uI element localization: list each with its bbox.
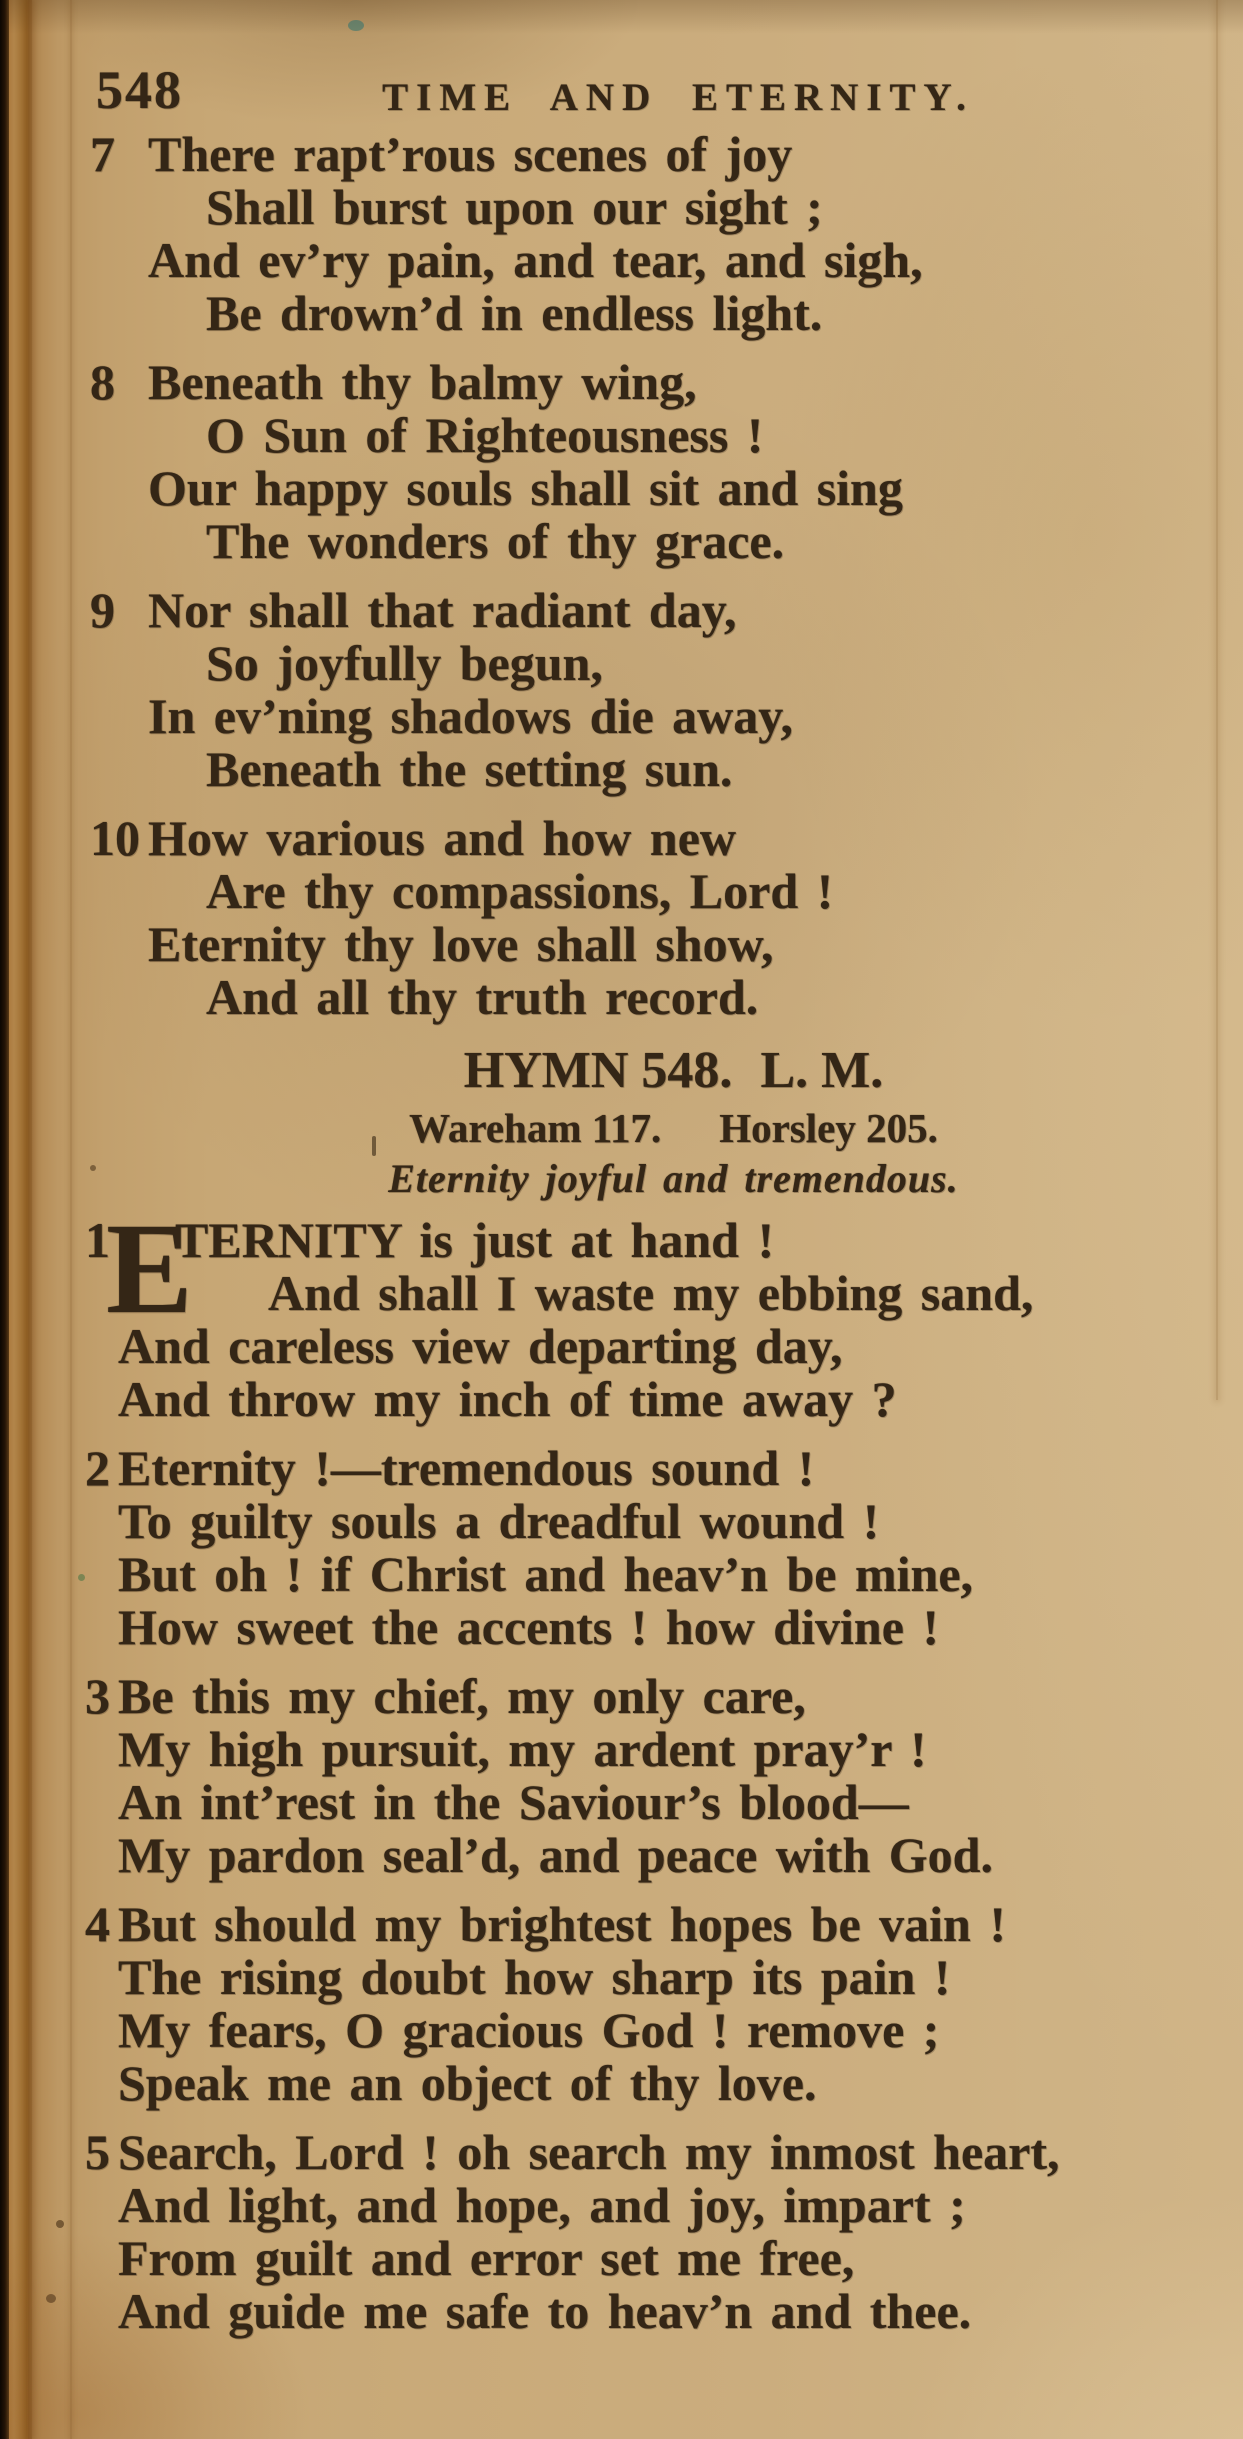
hymn-verse-4 — [85, 1896, 1207, 2111]
drop-cap: E — [106, 1197, 193, 1341]
hymn-meter-label: L. M. — [760, 1042, 884, 1099]
tune-reference: Wareham 117. — [409, 1105, 662, 1151]
verse-number: 2 — [85, 1440, 110, 1496]
verse-line: O Sun of Righteousness ! — [206, 407, 764, 463]
verse-line: And shall I waste my ebbing sand, — [268, 1265, 1034, 1321]
verse-line: Nor shall that radiant day, — [148, 582, 737, 638]
verse-line: There rapt’rous scenes of joy — [148, 126, 793, 182]
hymn-verse-5 — [85, 2124, 1207, 2339]
hymn-verse-7 — [90, 126, 1207, 341]
verse-line: An int’rest in the Saviour’s blood— — [118, 1774, 909, 1830]
verse-number: 5 — [85, 2124, 110, 2180]
verse-line: The wonders of thy grace. — [206, 513, 785, 569]
verse-line: Our happy souls shall sit and sing — [148, 460, 903, 516]
verse-line: Speak me an object of thy love. — [118, 2055, 817, 2111]
verse-line: My high pursuit, my ardent pray’r ! — [118, 1721, 927, 1777]
verse-number: 7 — [90, 126, 115, 182]
verse-number: 8 — [90, 354, 115, 410]
page-number: 548 — [96, 60, 183, 120]
verse-line: Are thy compassions, Lord ! — [206, 863, 834, 919]
verse-line: Beneath thy balmy wing, — [148, 354, 697, 410]
page-content — [0, 128, 1207, 2354]
hymn-verse-10 — [90, 810, 1207, 1025]
hymn-verse-9 — [90, 582, 1207, 797]
page-header — [96, 62, 1203, 120]
hymn-heading — [140, 1040, 1207, 1102]
verse-line: So joyfully begun, — [206, 635, 603, 691]
hymn-verse-2 — [85, 1440, 1207, 1655]
verse-number: 4 — [85, 1896, 110, 1952]
verse-line: Search, Lord ! oh search my inmost heart, — [118, 2124, 1060, 2180]
verse-line: And careless view departing day, — [118, 1318, 843, 1374]
verse-line: Eternity thy love shall show, — [148, 916, 774, 972]
verse-line: The rising doubt how sharp its pain ! — [118, 1949, 951, 2005]
paper-speck — [348, 20, 364, 31]
verse-line: And throw my inch of time away ? — [118, 1371, 897, 1427]
hymn-verse-8 — [90, 354, 1207, 569]
verse-number: 3 — [85, 1668, 110, 1724]
verse-line: Beneath the setting sun. — [206, 741, 733, 797]
hymn-subject: Eternity joyful and tremendous. — [388, 1156, 959, 1201]
verse-line: TERNITY is just at hand ! — [175, 1212, 775, 1268]
running-title: TIME AND ETERNITY. — [382, 76, 974, 119]
verse-line: And ev’ry pain, and tear, and sigh, — [148, 232, 923, 288]
tune-reference: Horsley 205. — [719, 1105, 938, 1151]
verse-number: 10 — [90, 810, 140, 866]
verse-line: But oh ! if Christ and heav’n be mine, — [118, 1546, 974, 1602]
verse-line: In ev’ning shadows die away, — [148, 688, 793, 744]
hymn-number-label: HYMN 548. — [463, 1042, 733, 1099]
verse-line: Shall burst upon our sight ; — [206, 179, 823, 235]
verse-line: From guilt and error set me free, — [118, 2230, 855, 2286]
verse-line: Be this my chief, my only care, — [118, 1668, 806, 1724]
hymn-verse-3 — [85, 1668, 1207, 1883]
verse-line: Eternity !—tremendous sound ! — [118, 1440, 815, 1496]
verse-line: My pardon seal’d, and peace with God. — [118, 1827, 993, 1883]
verse-line: To guilty souls a dreadful wound ! — [118, 1493, 880, 1549]
right-edge-crease — [1216, 0, 1218, 1400]
verse-number: 1 — [85, 1212, 110, 1268]
verse-line: And guide me safe to heav’n and thee. — [118, 2283, 972, 2339]
tune-references — [140, 1102, 1207, 1154]
verse-line: And all thy truth record. — [206, 969, 759, 1025]
verse-line: How sweet the accents ! how divine ! — [118, 1599, 940, 1655]
verse-line: How various and how new — [148, 810, 736, 866]
verse-line: And light, and hope, and joy, impart ; — [118, 2177, 966, 2233]
verse-line: Be drown’d in endless light. — [206, 285, 823, 341]
verse-line: But should my brightest hopes be vain ! — [118, 1896, 1006, 1952]
verse-number: 9 — [90, 582, 115, 638]
hymn-verse-1 — [85, 1197, 1207, 1427]
verse-line: My fears, O gracious God ! remove ; — [118, 2002, 940, 2058]
